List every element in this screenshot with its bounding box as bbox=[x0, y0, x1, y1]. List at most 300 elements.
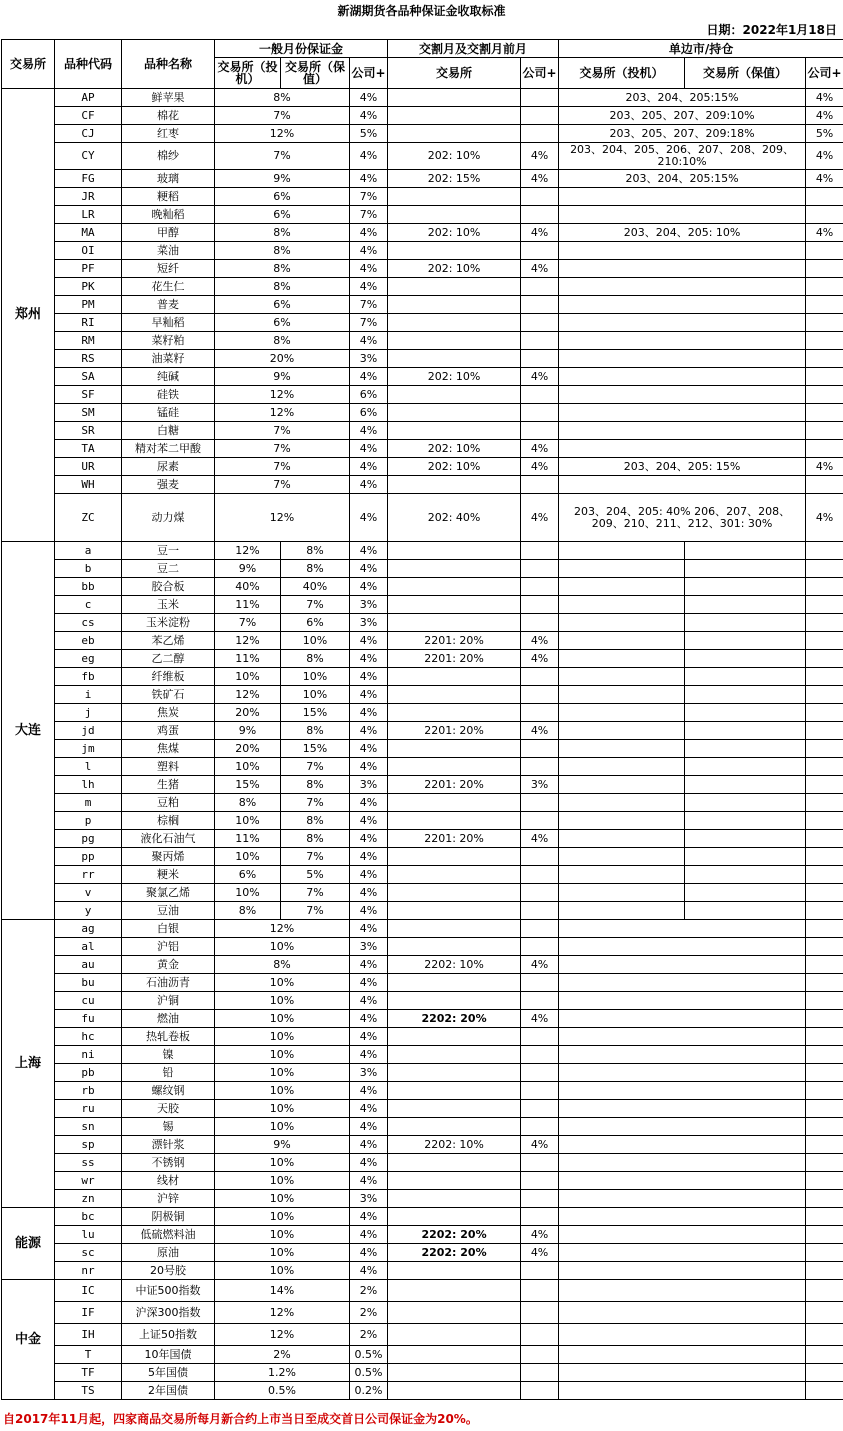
unilateral-spec-cell bbox=[559, 560, 685, 578]
delivery-company-cell bbox=[521, 1100, 559, 1118]
spec-margin-cell: 20% bbox=[215, 704, 281, 722]
delivery-company-cell bbox=[521, 1172, 559, 1190]
table-row bbox=[2, 1028, 843, 1046]
unilateral-company-cell bbox=[806, 314, 843, 332]
name-cell: 早籼稻 bbox=[122, 314, 215, 332]
table-row bbox=[2, 920, 843, 938]
company-plus-cell: 3% bbox=[350, 596, 388, 614]
company-plus-cell: 4% bbox=[350, 1154, 388, 1172]
unilateral-exchange-cell bbox=[559, 278, 806, 296]
unilateral-hedge-cell bbox=[685, 794, 806, 812]
unilateral-hedge-cell bbox=[685, 902, 806, 920]
company-plus-cell: 4% bbox=[350, 632, 388, 650]
unilateral-exchange-cell bbox=[559, 440, 806, 458]
code-cell: j bbox=[55, 704, 122, 722]
table-row bbox=[2, 974, 843, 992]
name-cell: 硅铁 bbox=[122, 386, 215, 404]
delivery-exchange-cell bbox=[388, 206, 521, 224]
delivery-company-cell bbox=[521, 206, 559, 224]
company-plus-cell: 4% bbox=[350, 1172, 388, 1190]
unilateral-spec-cell bbox=[559, 848, 685, 866]
name-cell: 塑料 bbox=[122, 758, 215, 776]
hedge-margin-cell: 6% bbox=[281, 614, 350, 632]
general-margin-cell: 8% bbox=[215, 242, 350, 260]
company-plus-cell: 4% bbox=[350, 704, 388, 722]
company-plus-cell: 4% bbox=[350, 476, 388, 494]
delivery-exchange-cell bbox=[388, 1324, 521, 1346]
code-cell: ni bbox=[55, 1046, 122, 1064]
code-cell: m bbox=[55, 794, 122, 812]
delivery-company-cell: 4% bbox=[521, 722, 559, 740]
company-plus-cell: 4% bbox=[350, 1136, 388, 1154]
table-row bbox=[2, 686, 843, 704]
code-cell: FG bbox=[55, 170, 122, 188]
unilateral-exchange-cell bbox=[559, 350, 806, 368]
table-row bbox=[2, 722, 843, 740]
delivery-exchange-cell bbox=[388, 476, 521, 494]
table-row bbox=[2, 1324, 843, 1346]
code-cell: IF bbox=[55, 1302, 122, 1324]
delivery-company-cell bbox=[521, 332, 559, 350]
general-margin-cell: 6% bbox=[215, 314, 350, 332]
general-margin-cell: 8% bbox=[215, 224, 350, 242]
delivery-company-cell: 4% bbox=[521, 170, 559, 188]
table-row bbox=[2, 1100, 843, 1118]
header-row-1 bbox=[2, 40, 843, 58]
unilateral-company-cell bbox=[806, 1154, 843, 1172]
delivery-exchange-cell: 2202: 20% bbox=[388, 1244, 521, 1262]
company-plus-cell: 4% bbox=[350, 884, 388, 902]
exchange-cell: 上海 bbox=[2, 920, 55, 1208]
code-cell: au bbox=[55, 956, 122, 974]
unilateral-exchange-cell bbox=[559, 1280, 806, 1302]
code-cell: SF bbox=[55, 386, 122, 404]
delivery-company-cell: 4% bbox=[521, 956, 559, 974]
table-row bbox=[2, 1280, 843, 1302]
unilateral-company-cell bbox=[806, 578, 843, 596]
hedge-margin-cell: 7% bbox=[281, 596, 350, 614]
table-row bbox=[2, 1262, 843, 1280]
table-row bbox=[2, 884, 843, 902]
delivery-exchange-cell: 202: 10% bbox=[388, 143, 521, 170]
general-margin-cell: 10% bbox=[215, 1100, 350, 1118]
delivery-company-cell: 4% bbox=[521, 1244, 559, 1262]
name-cell: 沪锌 bbox=[122, 1190, 215, 1208]
unilateral-exchange-cell: 203、204、205:15% bbox=[559, 170, 806, 188]
name-cell: 玻璃 bbox=[122, 170, 215, 188]
unilateral-exchange-cell bbox=[559, 1208, 806, 1226]
hedge-margin-cell: 40% bbox=[281, 578, 350, 596]
unilateral-hedge-cell bbox=[685, 704, 806, 722]
company-plus-cell: 2% bbox=[350, 1280, 388, 1302]
table-row bbox=[2, 1154, 843, 1172]
unilateral-company-cell bbox=[806, 260, 843, 278]
delivery-exchange-cell bbox=[388, 1028, 521, 1046]
company-plus-cell: 7% bbox=[350, 206, 388, 224]
unilateral-company-cell bbox=[806, 650, 843, 668]
unilateral-exchange-cell bbox=[559, 974, 806, 992]
name-cell: 螺纹钢 bbox=[122, 1082, 215, 1100]
table-row bbox=[2, 614, 843, 632]
general-margin-cell: 9% bbox=[215, 368, 350, 386]
company-plus-cell: 3% bbox=[350, 1064, 388, 1082]
delivery-exchange-cell: 202: 15% bbox=[388, 170, 521, 188]
code-cell: pg bbox=[55, 830, 122, 848]
company-plus-cell: 3% bbox=[350, 938, 388, 956]
unilateral-hedge-cell bbox=[685, 776, 806, 794]
general-margin-cell: 0.5% bbox=[215, 1382, 350, 1400]
unilateral-hedge-cell bbox=[685, 830, 806, 848]
header-uni-company-plus: 公司+ bbox=[806, 58, 843, 89]
unilateral-company-cell bbox=[806, 812, 843, 830]
table-row bbox=[2, 404, 843, 422]
unilateral-spec-cell bbox=[559, 686, 685, 704]
delivery-company-cell bbox=[521, 422, 559, 440]
general-margin-cell: 7% bbox=[215, 458, 350, 476]
name-cell: 棉纱 bbox=[122, 143, 215, 170]
code-cell: bu bbox=[55, 974, 122, 992]
table-row bbox=[2, 1118, 843, 1136]
unilateral-spec-cell bbox=[559, 722, 685, 740]
delivery-company-cell bbox=[521, 560, 559, 578]
unilateral-company-cell bbox=[806, 686, 843, 704]
delivery-exchange-cell bbox=[388, 902, 521, 920]
delivery-company-cell bbox=[521, 596, 559, 614]
delivery-exchange-cell bbox=[388, 89, 521, 107]
unilateral-exchange-cell bbox=[559, 260, 806, 278]
code-cell: PF bbox=[55, 260, 122, 278]
unilateral-spec-cell bbox=[559, 632, 685, 650]
delivery-exchange-cell bbox=[388, 974, 521, 992]
name-cell: 沪深300指数 bbox=[122, 1302, 215, 1324]
delivery-company-cell: 3% bbox=[521, 776, 559, 794]
general-margin-cell: 9% bbox=[215, 170, 350, 188]
delivery-exchange-cell: 2201: 20% bbox=[388, 632, 521, 650]
delivery-company-cell: 4% bbox=[521, 632, 559, 650]
name-cell: 油菜籽 bbox=[122, 350, 215, 368]
code-cell: lu bbox=[55, 1226, 122, 1244]
unilateral-company-cell bbox=[806, 974, 843, 992]
delivery-company-cell: 4% bbox=[521, 458, 559, 476]
unilateral-company-cell bbox=[806, 884, 843, 902]
code-cell: UR bbox=[55, 458, 122, 476]
table-row bbox=[2, 848, 843, 866]
delivery-exchange-cell: 202: 10% bbox=[388, 224, 521, 242]
delivery-exchange-cell: 2201: 20% bbox=[388, 830, 521, 848]
table-row bbox=[2, 938, 843, 956]
delivery-exchange-cell bbox=[388, 866, 521, 884]
unilateral-exchange-cell: 203、205、207、209:18% bbox=[559, 125, 806, 143]
code-cell: jm bbox=[55, 740, 122, 758]
delivery-company-cell bbox=[521, 920, 559, 938]
name-cell: 苯乙烯 bbox=[122, 632, 215, 650]
delivery-company-cell bbox=[521, 686, 559, 704]
header-unilateral: 单边市/持仓 bbox=[559, 40, 843, 58]
unilateral-company-cell bbox=[806, 1382, 843, 1400]
header-code: 品种代码 bbox=[55, 40, 122, 89]
code-cell: pb bbox=[55, 1064, 122, 1082]
spec-margin-cell: 11% bbox=[215, 650, 281, 668]
delivery-exchange-cell bbox=[388, 1172, 521, 1190]
unilateral-company-cell bbox=[806, 1280, 843, 1302]
code-cell: CY bbox=[55, 143, 122, 170]
spec-margin-cell: 11% bbox=[215, 830, 281, 848]
table-row bbox=[2, 278, 843, 296]
unilateral-exchange-cell bbox=[559, 1082, 806, 1100]
name-cell: 锡 bbox=[122, 1118, 215, 1136]
delivery-company-cell bbox=[521, 1280, 559, 1302]
delivery-company-cell bbox=[521, 884, 559, 902]
delivery-company-cell: 4% bbox=[521, 830, 559, 848]
company-plus-cell: 4% bbox=[350, 974, 388, 992]
name-cell: 菜籽粕 bbox=[122, 332, 215, 350]
unilateral-spec-cell bbox=[559, 758, 685, 776]
company-plus-cell: 4% bbox=[350, 992, 388, 1010]
delivery-company-cell bbox=[521, 668, 559, 686]
company-plus-cell: 4% bbox=[350, 1208, 388, 1226]
name-cell: 动力煤 bbox=[122, 494, 215, 542]
spec-margin-cell: 15% bbox=[215, 776, 281, 794]
name-cell: 铁矿石 bbox=[122, 686, 215, 704]
name-cell: 晚籼稻 bbox=[122, 206, 215, 224]
delivery-exchange-cell bbox=[388, 884, 521, 902]
company-plus-cell: 4% bbox=[350, 794, 388, 812]
table-row bbox=[2, 1226, 843, 1244]
header-exch-hedge: 交易所（保值） bbox=[281, 58, 350, 89]
unilateral-exchange-cell bbox=[559, 1346, 806, 1364]
delivery-exchange-cell bbox=[388, 560, 521, 578]
code-cell: SM bbox=[55, 404, 122, 422]
name-cell: 原油 bbox=[122, 1244, 215, 1262]
unilateral-company-cell bbox=[806, 722, 843, 740]
delivery-exchange-cell: 2202: 10% bbox=[388, 1136, 521, 1154]
company-plus-cell: 4% bbox=[350, 89, 388, 107]
name-cell: 普麦 bbox=[122, 296, 215, 314]
unilateral-exchange-cell bbox=[559, 920, 806, 938]
delivery-company-cell bbox=[521, 1324, 559, 1346]
code-cell: CF bbox=[55, 107, 122, 125]
delivery-company-cell bbox=[521, 242, 559, 260]
unilateral-spec-cell bbox=[559, 902, 685, 920]
hedge-margin-cell: 8% bbox=[281, 650, 350, 668]
delivery-exchange-cell: 2202: 10% bbox=[388, 956, 521, 974]
table-row bbox=[2, 560, 843, 578]
company-plus-cell: 4% bbox=[350, 368, 388, 386]
general-margin-cell: 12% bbox=[215, 125, 350, 143]
code-cell: jd bbox=[55, 722, 122, 740]
general-margin-cell: 10% bbox=[215, 1190, 350, 1208]
spec-margin-cell: 6% bbox=[215, 866, 281, 884]
name-cell: 花生仁 bbox=[122, 278, 215, 296]
table-row bbox=[2, 350, 843, 368]
delivery-exchange-cell bbox=[388, 1154, 521, 1172]
delivery-company-cell: 4% bbox=[521, 260, 559, 278]
name-cell: 中证500指数 bbox=[122, 1280, 215, 1302]
company-plus-cell: 4% bbox=[350, 1082, 388, 1100]
table-row bbox=[2, 902, 843, 920]
unilateral-spec-cell bbox=[559, 812, 685, 830]
delivery-exchange-cell: 202: 10% bbox=[388, 440, 521, 458]
unilateral-company-cell bbox=[806, 1302, 843, 1324]
delivery-company-cell bbox=[521, 866, 559, 884]
code-cell: WH bbox=[55, 476, 122, 494]
company-plus-cell: 4% bbox=[350, 224, 388, 242]
unilateral-spec-cell bbox=[559, 650, 685, 668]
unilateral-exchange-cell bbox=[559, 1302, 806, 1324]
table-row bbox=[2, 224, 843, 242]
name-cell: 玉米 bbox=[122, 596, 215, 614]
general-margin-cell: 7% bbox=[215, 143, 350, 170]
delivery-company-cell bbox=[521, 704, 559, 722]
code-cell: l bbox=[55, 758, 122, 776]
company-plus-cell: 4% bbox=[350, 494, 388, 542]
name-cell: 液化石油气 bbox=[122, 830, 215, 848]
name-cell: 棕榈 bbox=[122, 812, 215, 830]
name-cell: 精对苯二甲酸 bbox=[122, 440, 215, 458]
unilateral-spec-cell bbox=[559, 794, 685, 812]
name-cell: 沪铝 bbox=[122, 938, 215, 956]
code-cell: PM bbox=[55, 296, 122, 314]
unilateral-hedge-cell bbox=[685, 632, 806, 650]
table-row bbox=[2, 668, 843, 686]
spec-margin-cell: 10% bbox=[215, 884, 281, 902]
delivery-company-cell bbox=[521, 542, 559, 560]
company-plus-cell: 3% bbox=[350, 1190, 388, 1208]
delivery-company-cell bbox=[521, 740, 559, 758]
delivery-exchange-cell bbox=[388, 1208, 521, 1226]
spec-margin-cell: 7% bbox=[215, 614, 281, 632]
delivery-company-cell: 4% bbox=[521, 143, 559, 170]
delivery-exchange-cell bbox=[388, 404, 521, 422]
delivery-exchange-cell bbox=[388, 704, 521, 722]
company-plus-cell: 4% bbox=[350, 332, 388, 350]
code-cell: cu bbox=[55, 992, 122, 1010]
table-row bbox=[2, 1064, 843, 1082]
header-general: 一般月份保证金 bbox=[215, 40, 388, 58]
name-cell: 豆一 bbox=[122, 542, 215, 560]
spec-margin-cell: 10% bbox=[215, 758, 281, 776]
unilateral-company-cell bbox=[806, 296, 843, 314]
hedge-margin-cell: 7% bbox=[281, 758, 350, 776]
delivery-exchange-cell bbox=[388, 1046, 521, 1064]
delivery-company-cell: 4% bbox=[521, 368, 559, 386]
delivery-exchange-cell bbox=[388, 668, 521, 686]
delivery-company-cell bbox=[521, 812, 559, 830]
unilateral-exchange-cell: 203、205、207、209:10% bbox=[559, 107, 806, 125]
name-cell: 胶合板 bbox=[122, 578, 215, 596]
unilateral-exchange-cell bbox=[559, 188, 806, 206]
unilateral-exchange-cell: 203、204、205: 15% bbox=[559, 458, 806, 476]
unilateral-exchange-cell bbox=[559, 1262, 806, 1280]
delivery-exchange-cell bbox=[388, 125, 521, 143]
general-margin-cell: 10% bbox=[215, 938, 350, 956]
delivery-company-cell bbox=[521, 902, 559, 920]
table-row bbox=[2, 596, 843, 614]
code-cell: pp bbox=[55, 848, 122, 866]
company-plus-cell: 7% bbox=[350, 188, 388, 206]
table-row bbox=[2, 704, 843, 722]
table-row bbox=[2, 1346, 843, 1364]
company-plus-cell: 4% bbox=[350, 830, 388, 848]
general-margin-cell: 8% bbox=[215, 956, 350, 974]
delivery-company-cell: 4% bbox=[521, 224, 559, 242]
unilateral-exchange-cell: 203、204、205: 10% bbox=[559, 224, 806, 242]
table-row bbox=[2, 107, 843, 125]
name-cell: 沪铜 bbox=[122, 992, 215, 1010]
spec-margin-cell: 10% bbox=[215, 668, 281, 686]
unilateral-company-cell: 4% bbox=[806, 494, 843, 542]
company-plus-cell: 4% bbox=[350, 1118, 388, 1136]
name-cell: 黄金 bbox=[122, 956, 215, 974]
company-plus-cell: 4% bbox=[350, 920, 388, 938]
delivery-company-cell bbox=[521, 1382, 559, 1400]
name-cell: 豆粕 bbox=[122, 794, 215, 812]
delivery-company-cell bbox=[521, 1208, 559, 1226]
spec-margin-cell: 10% bbox=[215, 812, 281, 830]
code-cell: CJ bbox=[55, 125, 122, 143]
delivery-company-cell: 4% bbox=[521, 650, 559, 668]
unilateral-hedge-cell bbox=[685, 812, 806, 830]
table-row bbox=[2, 632, 843, 650]
unilateral-spec-cell bbox=[559, 884, 685, 902]
company-plus-cell: 4% bbox=[350, 143, 388, 170]
delivery-company-cell bbox=[521, 1262, 559, 1280]
spec-margin-cell: 8% bbox=[215, 902, 281, 920]
delivery-company-cell bbox=[521, 758, 559, 776]
unilateral-exchange-cell bbox=[559, 314, 806, 332]
unilateral-hedge-cell bbox=[685, 542, 806, 560]
delivery-exchange-cell bbox=[388, 992, 521, 1010]
unilateral-company-cell bbox=[806, 1226, 843, 1244]
code-cell: al bbox=[55, 938, 122, 956]
unilateral-company-cell: 4% bbox=[806, 107, 843, 125]
header-name: 品种名称 bbox=[122, 40, 215, 89]
spec-margin-cell: 12% bbox=[215, 542, 281, 560]
unilateral-exchange-cell bbox=[559, 1028, 806, 1046]
name-cell: 甲醇 bbox=[122, 224, 215, 242]
code-cell: c bbox=[55, 596, 122, 614]
delivery-exchange-cell: 202: 10% bbox=[388, 458, 521, 476]
company-plus-cell: 4% bbox=[350, 578, 388, 596]
delivery-exchange-cell bbox=[388, 386, 521, 404]
unilateral-exchange-cell bbox=[559, 476, 806, 494]
company-plus-cell: 4% bbox=[350, 1100, 388, 1118]
unilateral-company-cell bbox=[806, 350, 843, 368]
general-margin-cell: 10% bbox=[215, 1226, 350, 1244]
table-row bbox=[2, 314, 843, 332]
delivery-exchange-cell bbox=[388, 1118, 521, 1136]
spec-margin-cell: 12% bbox=[215, 632, 281, 650]
company-plus-cell: 4% bbox=[350, 812, 388, 830]
delivery-company-cell: 4% bbox=[521, 1010, 559, 1028]
delivery-company-cell: 4% bbox=[521, 494, 559, 542]
unilateral-company-cell bbox=[806, 1262, 843, 1280]
code-cell: eg bbox=[55, 650, 122, 668]
table-row bbox=[2, 992, 843, 1010]
name-cell: 焦煤 bbox=[122, 740, 215, 758]
unilateral-hedge-cell bbox=[685, 848, 806, 866]
table-row bbox=[2, 260, 843, 278]
header-uni-exch-hedge: 交易所（保值） bbox=[685, 58, 806, 89]
table-row bbox=[2, 386, 843, 404]
delivery-exchange-cell bbox=[388, 578, 521, 596]
delivery-company-cell bbox=[521, 1028, 559, 1046]
unilateral-hedge-cell bbox=[685, 560, 806, 578]
table-row bbox=[2, 1208, 843, 1226]
spec-margin-cell: 9% bbox=[215, 560, 281, 578]
unilateral-spec-cell bbox=[559, 542, 685, 560]
delivery-company-cell bbox=[521, 404, 559, 422]
